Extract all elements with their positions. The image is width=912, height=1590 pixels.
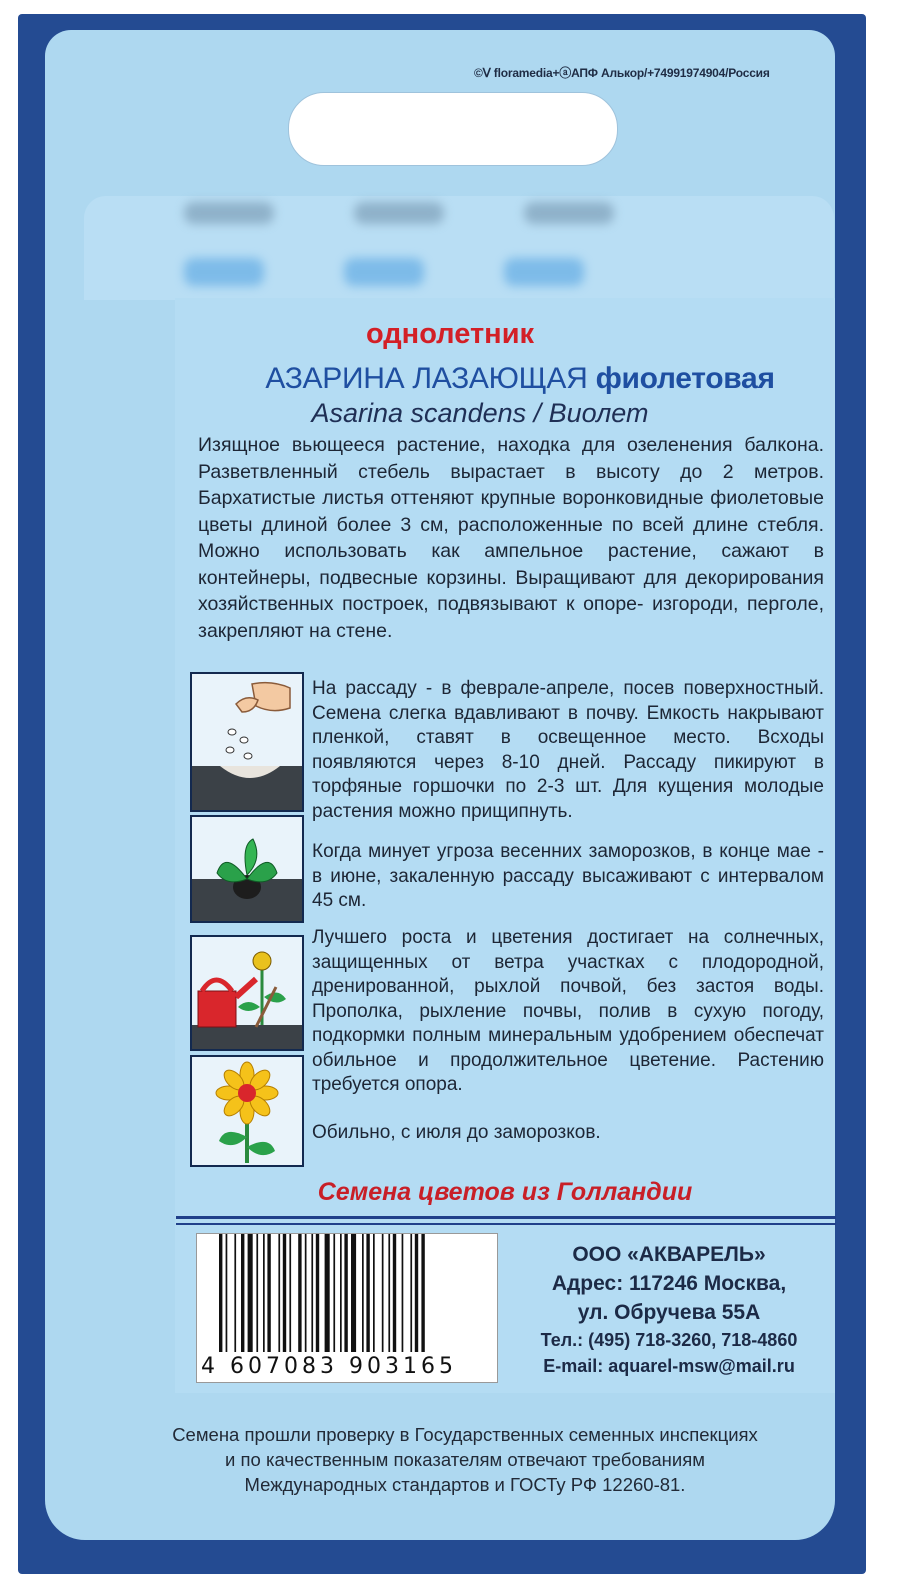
certification-note — [90, 1422, 840, 1497]
flower-icon — [190, 1055, 304, 1167]
divider-stripe — [176, 1216, 836, 1219]
hanging-hole — [288, 92, 618, 166]
barcode-bar — [267, 1234, 270, 1352]
company-phone: Тел.: (495) 718-3260, 718-4860 — [540, 1330, 798, 1350]
barcode-bar — [421, 1234, 424, 1352]
category-label: однолетник — [365, 318, 535, 350]
barcode-bar — [316, 1234, 319, 1352]
blurred-text — [184, 202, 274, 224]
barcode-bar — [373, 1234, 375, 1352]
company-address-1: Адрес: 117246 Москва, — [551, 1272, 787, 1295]
barcode-bar — [393, 1234, 396, 1352]
barcode-bar — [351, 1234, 356, 1352]
sowing-icon — [190, 672, 304, 812]
barcode-bar — [311, 1234, 313, 1352]
title-main: АЗАРИНА ЛАЗАЮЩАЯ — [265, 362, 588, 395]
divider-stripe — [176, 1223, 836, 1225]
footer-line: Семена прошли проверку в Государственных семенных инспекциях — [172, 1424, 758, 1445]
title-variety: фиолетовая — [595, 362, 775, 395]
footer-line: и по качественным показателям отвечают требованиям — [225, 1449, 705, 1470]
blurred-text — [354, 202, 444, 224]
barcode-bars — [217, 1234, 487, 1352]
barcode-bar — [298, 1234, 301, 1352]
blurred-text — [184, 258, 264, 286]
company-info — [504, 1240, 834, 1379]
barcode-bar — [289, 1234, 291, 1352]
barcode-bar — [263, 1234, 265, 1352]
barcode-bar — [283, 1234, 286, 1352]
product-title — [200, 362, 840, 396]
barcode-bar — [366, 1234, 369, 1352]
barcode-bar — [241, 1234, 244, 1352]
barcode — [196, 1233, 498, 1383]
barcode-bar — [382, 1234, 384, 1352]
barcode-bar — [388, 1234, 390, 1352]
footer-line: Международных стандартов и ГОСТу РФ 12260-81. — [244, 1474, 686, 1495]
blurred-text — [504, 258, 584, 286]
company-name: ООО «АКВАРЕЛЬ» — [572, 1243, 766, 1266]
barcode-bar — [402, 1234, 404, 1352]
slogan: Семена цветов из Голландии — [317, 1178, 693, 1206]
barcode-bar — [256, 1234, 258, 1352]
step-sowing-text: На рассаду - в феврале-апреле, посев поверхностный. Семена слегка вдавливают в почву. Емкость накрывают пленкой, ставят в освещенное место. Всходы появляются через 8-10 дней. Рассаду пикируют в торфяные горшочки по 2-3 шт. Для кущения молодые растения можно прищипнуть. — [312, 678, 824, 822]
latin-name: Asarina scandens / Виолет — [311, 398, 649, 428]
barcode-bar — [344, 1234, 347, 1352]
watering-can-icon — [190, 935, 304, 1051]
seedling-icon — [190, 815, 304, 923]
barcode-bar — [333, 1234, 335, 1352]
barcode-number: 4 607083 903165 — [201, 1354, 457, 1379]
barcode-bar — [415, 1234, 418, 1352]
step-planting-text: Когда минует угроза весенних заморозков, в конце мае - в июне, закаленную рассаду высаживают с интервалом 45 см. — [312, 841, 824, 911]
barcode-bar — [340, 1234, 342, 1352]
barcode-bar — [248, 1234, 253, 1352]
barcode-bar — [362, 1234, 364, 1352]
barcode-bar — [305, 1234, 307, 1352]
product-description: Изящное вьющееся растение, находка для озеленения балкона. Разветвленный стебель вырастает в высоту до 2 метров. Бархатистые листья оттеняют крупные воронковидные фиолетовые цветы длиной более 3 см, расположенные по всей длине стебля. Можно использовать как ампельное растение, сажают в контейнеры, подвесные корзины. Выращивают для декорирования хозяйственных построек, подвязывают к опоре- изгороди, перголе, закрепляют на стене. — [198, 434, 824, 642]
barcode-bar — [226, 1234, 228, 1352]
barcode-bar — [234, 1234, 236, 1352]
barcode-bar — [325, 1234, 330, 1352]
credits-line: ©ᐯ floramedia+ⓐАПФ Алькор/+74991974904/Россия — [474, 66, 770, 80]
company-address-2: ул. Обручева 55А — [577, 1301, 761, 1324]
blurred-calendar-row — [184, 258, 644, 286]
step-care-text: Лучшего роста и цветения достигает на солнечных, защищенных от ветра участках с плодородной, дренированной, рыхлой почвой, без застоя воды. Прополка, рыхление почвы, полив в сухую погоду, подкормки полным минеральным удобрением обеспечат обильное и продолжительное цветение. Растению требуется опора. — [312, 927, 824, 1095]
barcode-bar — [219, 1234, 222, 1352]
step-flowering-text: Обильно, с июля до заморозков. — [312, 1122, 601, 1143]
blurred-text — [344, 258, 424, 286]
barcode-bar — [410, 1234, 412, 1352]
barcode-bar — [278, 1234, 280, 1352]
blurred-text — [524, 202, 614, 224]
company-email: E-mail: aquarel-msw@mail.ru — [543, 1356, 795, 1376]
blurred-calendar-row — [184, 202, 644, 224]
